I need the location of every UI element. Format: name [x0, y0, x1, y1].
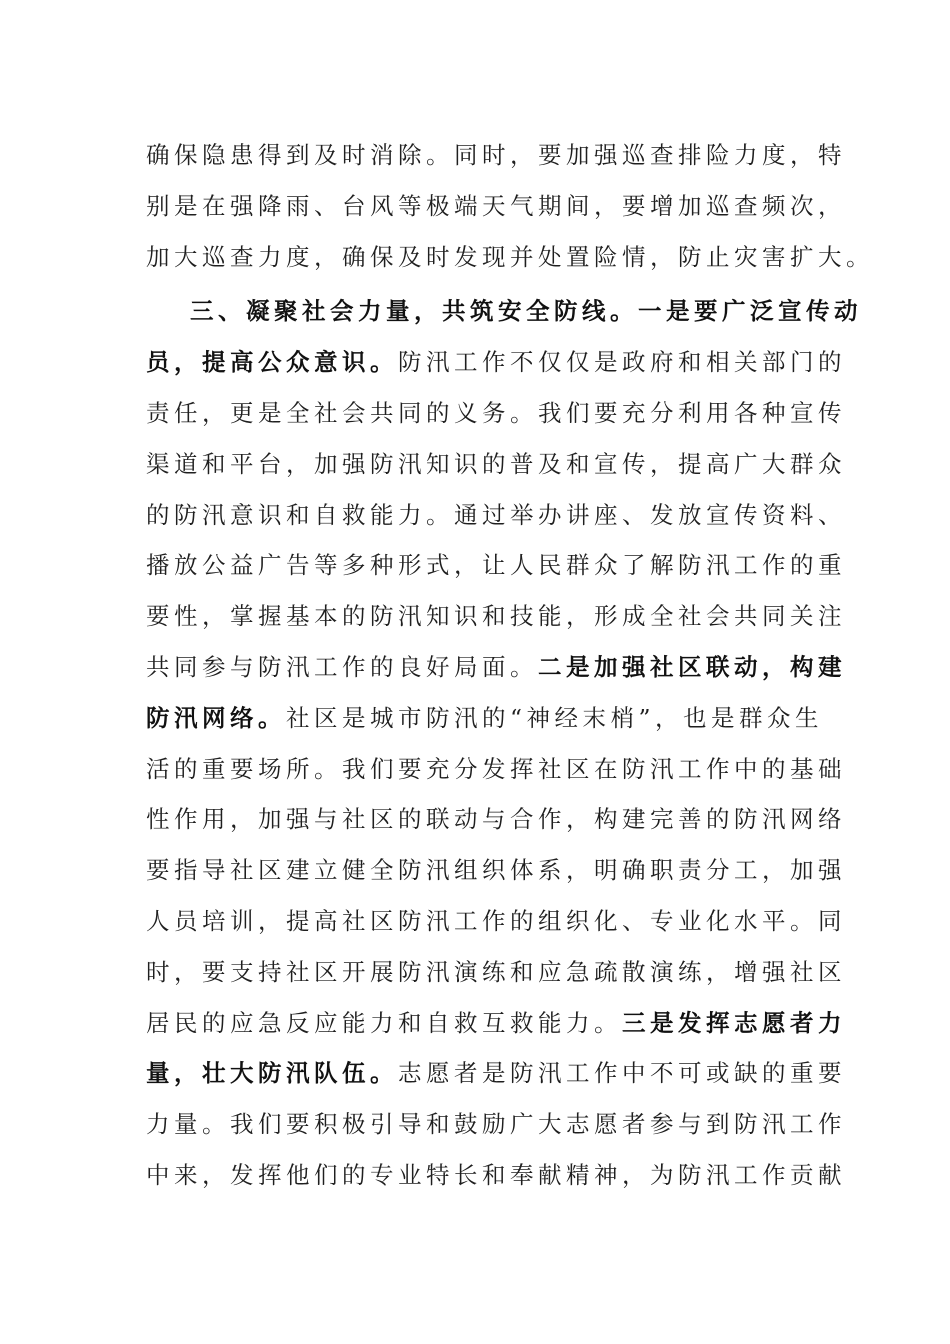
bold-text-run: 员，提高公众意识。 [146, 348, 398, 377]
text-line [146, 1048, 846, 1099]
text-line [146, 337, 846, 388]
text-line [146, 540, 846, 591]
text-run: 力量。我们要积极引导和鼓励广大志愿者参与到防汛工作 [146, 1110, 846, 1139]
text-line [146, 642, 846, 693]
text-line [146, 130, 846, 181]
bold-text-run: 三、凝聚社会力量，共筑安全防线。一是要广泛宣传动 [190, 297, 862, 326]
text-line [146, 232, 874, 283]
text-line [146, 998, 846, 1049]
text-line [146, 845, 846, 896]
bold-text-run: 量，壮大防汛队伍。 [146, 1059, 398, 1088]
text-run: 人员培训，提高社区防汛工作的组织化、专业化水平。同 [146, 906, 846, 935]
text-run: 的防汛意识和自救能力。通过举办讲座、发放宣传资料、 [146, 500, 846, 529]
text-line [146, 181, 846, 232]
text-run: 要指导社区建立健全防汛组织体系，明确职责分工，加强 [146, 856, 846, 885]
text-line [146, 286, 862, 337]
text-line [146, 693, 824, 744]
text-run: 责任，更是全社会共同的义务。我们要充分利用各种宣传 [146, 398, 846, 427]
text-run: 确保隐患得到及时消除。同时，要加强巡查排险力度，特 [146, 141, 846, 169]
text-run: 共同参与防汛工作的良好局面。 [146, 652, 538, 681]
text-run: 防汛工作不仅仅是政府和相关部门的 [398, 348, 846, 377]
text-run: 志愿者是防汛工作中不可或缺的重要 [398, 1059, 846, 1088]
bold-text-run: 二是加强社区联动，构建 [538, 652, 846, 681]
text-line [146, 439, 846, 490]
bold-text-run: 三是发挥志愿者力 [622, 1008, 846, 1037]
text-run: 社区是城市防汛的“神经末梢”，也是群众生 [286, 703, 824, 732]
text-run: 要性，掌握基本的防汛知识和技能，形成全社会共同关注 [146, 602, 846, 631]
text-line [146, 744, 846, 795]
text-run: 时，要支持社区开展防汛演练和应急疏散演练，增强社区 [146, 957, 846, 986]
text-run: 居民的应急反应能力和自救互救能力。 [146, 1008, 622, 1037]
text-line [146, 896, 846, 947]
text-run: 活的重要场所。我们要充分发挥社区在防汛工作中的基础 [146, 754, 846, 783]
text-line [146, 490, 846, 541]
text-run: 加大巡查力度，确保及时发现并处置险情，防止灾害扩大。 [146, 242, 874, 271]
text-run: 别是在强降雨、台风等极端天气期间，要增加巡查频次， [146, 191, 846, 220]
text-line [146, 947, 846, 998]
text-run: 播放公益广告等多种形式，让人民群众了解防汛工作的重 [146, 551, 846, 580]
bold-text-run: 防汛网络。 [146, 703, 286, 732]
document-body [146, 130, 874, 1201]
text-run: 性作用，加强与社区的联动与合作，构建完善的防汛网络 [146, 805, 846, 834]
text-run: 渠道和平台，加强防汛知识的普及和宣传，提高广大群众 [146, 449, 846, 478]
text-run: 中来，发挥他们的专业特长和奉献精神，为防汛工作贡献 [146, 1160, 846, 1189]
text-line [146, 591, 846, 642]
text-line [146, 1099, 846, 1150]
text-line [146, 1150, 846, 1201]
text-line [146, 388, 846, 439]
text-line [146, 794, 846, 845]
